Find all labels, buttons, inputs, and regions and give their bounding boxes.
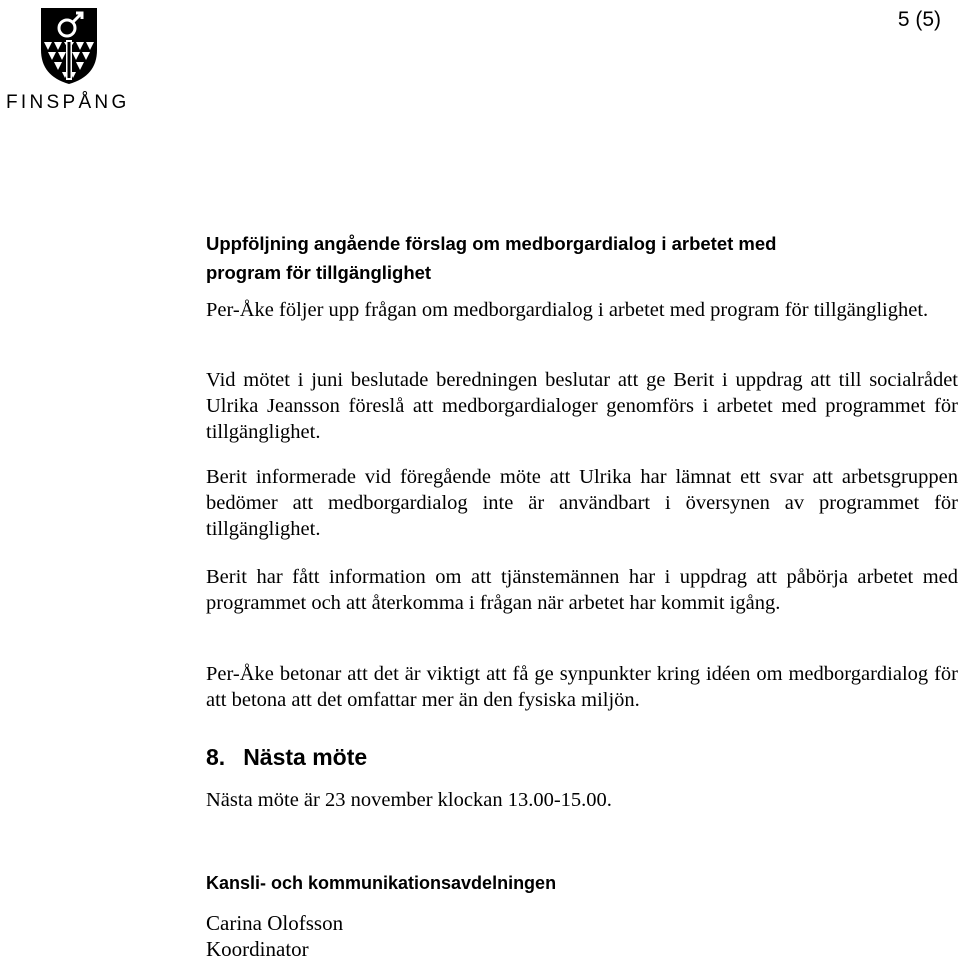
paragraph-3 [206,464,958,542]
paragraph-text: Per-Åke betonar att det är viktigt att få ge synpunkter kring idéen om medborgardialog för att betona att det omfattar mer än den fysiska miljön. [206,663,958,711]
section-heading [206,229,958,287]
paragraph-text: Per-Åke följer upp frågan om medborgardialog i arbetet med program för tillgänglighet. [206,299,929,321]
municipality-wordmark: FINSPÅNG [6,92,130,113]
paragraph-5 [206,661,958,713]
paragraph-2 [206,367,958,445]
next-meeting-text-block [206,787,958,813]
next-meeting-text: Nästa möte är 23 november klockan 13.00-15.00. [206,789,612,811]
section-title: Nästa möte [243,744,368,770]
department-name: Kansli- och kommunikationsavdelningen [206,873,557,893]
section-heading-line-1: Uppföljning angående förslag om medborgardialog i arbetet med [206,233,777,254]
signatory-role: Koordinator [206,937,309,961]
finspang-coat-of-arms-logo [38,6,100,86]
paragraph-text: Berit informerade vid föregående möte att Ulrika har lämnat ett svar att arbetsgruppen bedömer att medborgardialog inte är användbart i översynen av programmet för tillgänglighet. [206,466,958,540]
signature-block [206,910,958,962]
page-number: 5 (5) [897,8,941,31]
paragraph-4 [206,564,958,616]
section-heading-line-2: program för tillgänglighet [206,262,432,283]
section-number: 8. [206,744,226,770]
signatory-name: Carina Olofsson [206,911,344,935]
paragraph-text: Berit har fått information om att tjänstemännen har i uppdrag att påbörja arbetet med programmet och att återkomma i frågan när arbetet har kommit igång. [206,566,958,614]
paragraph-1 [206,297,958,323]
next-meeting-heading [206,744,958,771]
paragraph-text: Vid mötet i juni beslutade beredningen beslutar att ge Berit i uppdrag att till socialrådet Ulrika Jeansson föreslå att medborgardialoger genomförs i arbetet med programmet för tillgänglighet. [206,369,958,443]
